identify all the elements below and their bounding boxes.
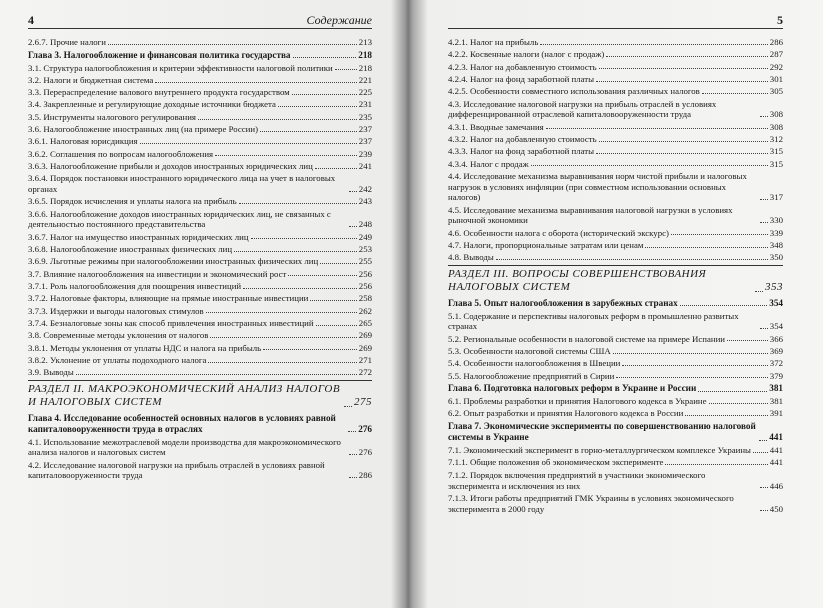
toc-entry	[448, 86, 783, 97]
toc-entry-page: 237	[358, 124, 372, 135]
toc-entry-page: 353	[765, 281, 783, 294]
toc-entry-title: 3.6.9. Льготные режимы при налогообложении иностранных физических лиц	[28, 256, 319, 267]
toc-entry-page: 276	[358, 423, 372, 434]
toc-entry	[28, 306, 372, 317]
dot-leader	[198, 119, 357, 120]
dot-leader	[316, 325, 357, 326]
toc-entry-title: 3.8.2. Уклонение от уплаты подоходного налога	[28, 354, 207, 365]
toc-entry-title: 3.1. Структура налогообложения и критерии эффективности налоговой политики	[28, 62, 333, 73]
toc-entry-title: 4.2.3. Налог на добавленную стоимость	[448, 61, 597, 72]
dot-leader	[260, 131, 357, 132]
toc-entry-page: 256	[358, 280, 372, 291]
toc-entry-page: 381	[769, 383, 783, 394]
toc-entry	[448, 311, 783, 332]
toc-entry	[28, 87, 372, 98]
dot-leader	[760, 328, 768, 329]
toc-entry-page: 366	[769, 333, 783, 344]
toc-entry	[28, 355, 372, 366]
toc-entry-title: 3.7.1. Роль налогообложения для поощрения инвестиций	[28, 280, 242, 291]
toc-entry-page: 441	[769, 457, 783, 468]
toc-entry-title: 3.6.5. Порядок исчисления и уплаты налога на прибыль	[28, 196, 237, 207]
dot-leader	[599, 68, 768, 69]
right-page	[412, 0, 823, 608]
toc-entry-title: 3.4. Закрепленные и регулирующие доходные источники бюджета	[28, 99, 276, 110]
toc-entry-title: Глава 3. Налогообложение и финансовая политика государства	[28, 49, 291, 60]
dot-leader	[320, 263, 357, 264]
toc-entry	[448, 371, 783, 382]
toc-entry-title: 4.7. Налоги, пропорциональные затратам или ценам	[448, 239, 644, 250]
dot-leader	[540, 44, 767, 45]
toc-entry-page: 315	[769, 158, 783, 169]
toc-entry	[448, 346, 783, 357]
dot-leader	[155, 82, 357, 83]
dot-leader	[616, 377, 767, 378]
toc-entry-title: 5.3. Особенности налоговой системы США	[448, 345, 611, 356]
toc-entry-page: 272	[358, 367, 372, 378]
toc-entry	[448, 240, 783, 251]
toc-entry-page: 262	[358, 305, 372, 316]
toc-entry-title: 6.2. Опыт разработки и принятия Налогового кодекса в России	[448, 408, 684, 419]
toc-entry	[28, 63, 372, 74]
toc-entry-page: 292	[769, 61, 783, 72]
dot-leader	[210, 337, 356, 338]
toc-entry-page: 286	[769, 37, 783, 47]
toc-chapter	[28, 413, 372, 435]
toc-entry-title: 4.3.2. Налог на добавленную стоимость	[448, 133, 597, 144]
toc-entry-title: 4.2. Исследование налоговой нагрузки на прибыль отраслей в условиях равной капиталовооруженности труда	[28, 459, 325, 481]
dot-leader	[753, 452, 768, 453]
toc-entry-title: 3.6. Налогообложение иностранных лиц (на примере России)	[28, 124, 259, 135]
toc-entry-page: 237	[358, 136, 372, 147]
toc-entry-page: 369	[769, 345, 783, 356]
toc-entry	[28, 37, 372, 48]
toc-entry-page: 231	[358, 99, 372, 110]
toc-entry-page: 218	[358, 49, 372, 60]
toc-entry	[448, 334, 783, 345]
page-number: 5	[777, 13, 783, 27]
toc-entry-title: 4.2.5. Особенности совместного использования различных налогов	[448, 86, 700, 97]
dot-leader	[239, 203, 357, 204]
toc-entry-page: 441	[769, 445, 783, 456]
toc-entry-title: 4.6. Особенности налога с оборота (исторический экскурс)	[448, 227, 669, 238]
toc-entry	[448, 408, 783, 419]
toc-entry-title: 3.2. Налоги и бюджетная система	[28, 74, 154, 85]
toc-entry-title: 3.6.4. Порядок постановки иностранного юридического лица на учет в налоговых органах	[28, 173, 336, 195]
toc-entry	[28, 281, 372, 292]
dot-leader	[310, 300, 356, 301]
toc-entry	[448, 228, 783, 239]
toc-entry-title: РАЗДЕЛ III. ВОПРОСЫ СОВЕРШЕНСТВОВАНИЯ НАЛОГОВЫХ СИСТЕМ	[448, 267, 707, 294]
toc-entry	[28, 293, 372, 304]
toc-entry	[28, 124, 372, 135]
dot-leader	[755, 291, 763, 292]
toc-entry-title: 4.8. Выводы	[448, 252, 494, 263]
dot-leader	[596, 153, 768, 154]
dot-leader	[208, 362, 356, 363]
toc-entry	[28, 99, 372, 110]
dot-leader	[76, 374, 357, 375]
dot-leader	[622, 365, 767, 366]
toc-entry-page: 315	[769, 146, 783, 157]
toc-entry-title: 4.2.2. Косвенные налоги (налог с продаж)	[448, 49, 605, 60]
toc-chapter	[448, 298, 783, 309]
toc-entry	[28, 330, 372, 341]
toc-entry-title: 4.5. Исследование механизма выравнивания налоговой нагрузки в условиях рыночной экономики	[448, 204, 733, 226]
dot-leader	[349, 454, 357, 455]
toc-entry	[28, 367, 372, 378]
toc-entry-page: 308	[769, 109, 783, 120]
toc-entry-title: 5.2. Региональные особенности в налоговой системе на примере Испании	[448, 333, 726, 344]
dot-leader	[760, 116, 768, 117]
toc-entry-page: 287	[769, 49, 783, 60]
toc-entry	[448, 171, 783, 203]
toc-entry	[448, 37, 783, 48]
toc-entry-title: Глава 7. Экономические эксперименты по совершенствованию налоговой системы в Украине	[448, 421, 756, 443]
dot-leader	[680, 305, 768, 306]
toc-entry-page: 271	[358, 354, 372, 365]
dot-leader	[606, 56, 767, 57]
toc-entry-title: 3.5. Инструменты налогового регулирования	[28, 111, 196, 122]
toc-entry	[28, 269, 372, 280]
toc-entry-title: 3.9. Выводы	[28, 367, 74, 378]
toc-entry	[28, 460, 372, 481]
toc-entry-page: 450	[769, 503, 783, 514]
toc-entry-title: Глава 6. Подготовка налоговых реформ в Украине и России	[448, 383, 697, 394]
toc-entry-page: 269	[358, 330, 372, 341]
toc-entry-page: 221	[358, 74, 372, 85]
toc-entry	[28, 343, 372, 354]
toc-entry	[448, 122, 783, 133]
toc-entry	[448, 445, 783, 456]
toc-entry	[448, 134, 783, 145]
toc-entry-page: 301	[769, 73, 783, 84]
toc-entry	[448, 470, 783, 491]
toc-entry-page: 441	[769, 432, 783, 443]
toc-entry	[28, 232, 372, 243]
toc-entry-title: 3.6.1. Налоговая юрисдикция	[28, 136, 138, 147]
toc-entry-page: 350	[769, 252, 783, 263]
page-number: 4	[28, 13, 34, 27]
dot-leader	[702, 93, 768, 94]
toc-entry-title: 7.1.1. Общие положения об экономическом эксперименте	[448, 457, 664, 468]
dot-leader	[760, 487, 768, 488]
dot-leader	[206, 312, 357, 313]
toc-entry	[448, 99, 783, 120]
left-page-header	[28, 10, 372, 29]
toc-entry-page: 379	[769, 370, 783, 381]
toc-entry-page: 312	[769, 133, 783, 144]
toc-entry	[28, 149, 372, 160]
toc-entry-page: 339	[769, 227, 783, 238]
toc-entry-page: 446	[769, 480, 783, 491]
dot-leader	[234, 251, 357, 252]
toc-entry-page: 255	[358, 256, 372, 267]
toc-entry-page: 249	[358, 231, 372, 242]
toc-entry-page: 330	[769, 215, 783, 226]
toc-entry-page: 381	[769, 396, 783, 407]
dot-leader	[278, 106, 357, 107]
toc-entry-page: 317	[769, 192, 783, 203]
toc-entry-page: 348	[769, 239, 783, 250]
toc-entry	[448, 74, 783, 85]
left-page	[0, 0, 400, 608]
toc-entry-title: 4.3.1. Вводные замечания	[448, 121, 544, 132]
dot-leader	[698, 391, 767, 392]
toc-entry	[448, 49, 783, 60]
toc-entry-title: 4.2.1. Налог на прибыль	[448, 37, 539, 47]
dot-leader	[496, 259, 768, 260]
dot-leader	[349, 477, 357, 478]
dot-leader	[665, 464, 767, 465]
toc-entry	[28, 318, 372, 329]
dot-leader	[263, 349, 357, 350]
dot-leader	[349, 191, 357, 192]
dot-leader	[759, 440, 767, 441]
toc-entry-title: 4.2.4. Налог на фонд заработной платы	[448, 73, 595, 84]
toc-entry	[28, 136, 372, 147]
toc-entry	[448, 396, 783, 407]
toc-chapter	[448, 421, 783, 443]
toc-entry-page: 354	[769, 321, 783, 332]
dot-leader	[531, 165, 768, 166]
toc-entry	[448, 205, 783, 226]
dot-leader	[335, 69, 357, 70]
toc-entry-title: 7.1.2. Порядок включения предприятий в участники экономического эксперимента и исключения из них	[448, 469, 706, 491]
toc-entry-page: 248	[358, 219, 372, 230]
dot-leader	[685, 415, 767, 416]
toc-entry	[28, 256, 372, 267]
toc-list-left	[28, 37, 372, 481]
toc-entry	[28, 161, 372, 172]
dot-leader	[645, 247, 767, 248]
toc-entry-title: Глава 5. Опыт налогообложения в зарубежных странах	[448, 297, 678, 308]
toc-entry-title: 7.1. Экономический эксперимент в горно-металлургическом комплексе Украины	[448, 445, 751, 456]
dot-leader	[613, 353, 768, 354]
dot-leader	[243, 288, 357, 289]
toc-entry	[448, 159, 783, 170]
dot-leader	[349, 226, 357, 227]
toc-entry-page: 276	[358, 447, 372, 458]
toc-entry-title: 3.7.3. Издержки и выгоды налоговых стимулов	[28, 305, 204, 316]
dot-leader	[760, 510, 768, 511]
toc-entry	[448, 252, 783, 263]
toc-chapter	[448, 383, 783, 394]
toc-entry-page: 241	[358, 161, 372, 172]
toc-entry-page: 243	[358, 196, 372, 207]
toc-entry-page: 235	[358, 111, 372, 122]
toc-entry-page: 305	[769, 86, 783, 97]
running-header-title: Содержание	[306, 13, 372, 27]
toc-entry	[28, 437, 372, 458]
toc-entry-page: 308	[769, 121, 783, 132]
toc-entry-title: РАЗДЕЛ II. МАКРОЭКОНОМИЧЕСКИЙ АНАЛИЗ НАЛОГОВ И НАЛОГОВЫХ СИСТЕМ	[28, 382, 341, 409]
toc-entry-page: 242	[358, 184, 372, 195]
toc-entry-title: 7.1.3. Итоги работы предприятий ГМК Украины в условиях экономического эксперимента в 2000 году	[448, 492, 734, 514]
toc-list-right	[448, 37, 783, 514]
toc-entry-page: 258	[358, 293, 372, 304]
dot-leader	[108, 44, 357, 45]
toc-entry	[28, 75, 372, 86]
toc-entry-title: 3.7. Влияние налогообложения на инвестиции и экономический рост	[28, 268, 287, 279]
toc-entry-page: 286	[358, 470, 372, 481]
toc-entry-page: 239	[358, 148, 372, 159]
toc-entry	[28, 209, 372, 230]
toc-section	[28, 380, 372, 410]
dot-leader	[671, 234, 768, 235]
toc-entry	[448, 493, 783, 514]
dot-leader	[292, 94, 357, 95]
toc-chapter	[28, 50, 372, 61]
dot-leader	[288, 275, 356, 276]
dot-leader	[760, 199, 768, 200]
toc-entry	[28, 244, 372, 255]
toc-entry-title: 3.3. Перераспределение валового внутреннего продукта государством	[28, 87, 290, 98]
right-page-header	[448, 10, 783, 29]
toc-entry-page: 275	[354, 396, 372, 409]
toc-entry-title: 3.7.4. Безналоговые зоны как способ привлечения иностранных инвестиций	[28, 317, 314, 328]
dot-leader	[760, 222, 768, 223]
toc-entry-page: 372	[769, 358, 783, 369]
toc-entry-page: 269	[358, 342, 372, 353]
dot-leader	[344, 406, 352, 407]
toc-entry-page: 354	[769, 297, 783, 308]
dot-leader	[709, 403, 768, 404]
toc-entry-title: 5.5. Налогообложение предприятий в Сирии	[448, 370, 615, 381]
dot-leader	[546, 128, 768, 129]
dot-leader	[348, 431, 356, 432]
dot-leader	[596, 81, 768, 82]
toc-entry-title: 5.1. Содержание и перспективы налоговых реформ в промышленно развитых странах	[448, 310, 739, 332]
toc-entry	[448, 457, 783, 468]
toc-entry-page: 391	[769, 408, 783, 419]
toc-entry-title: 6.1. Проблемы разработки и принятия Налогового кодекса в Украине	[448, 396, 707, 407]
toc-entry-page: 225	[358, 87, 372, 98]
toc-entry-title: 2.6.7. Прочие налоги	[28, 37, 106, 47]
toc-entry-title: 3.6.8. Налогообложение иностранных физических лиц	[28, 244, 233, 255]
toc-entry-title: 4.4. Исследование механизма выравнивания норм чистой прибыли и налоговых нагрузок в условиях инфляции (при совместном использовании основных налогов)	[448, 170, 747, 203]
toc-entry-title: Глава 4. Исследование особенностей основных налогов в условиях равной капиталовооруженности труда в отраслях	[28, 412, 336, 434]
toc-entry	[28, 173, 372, 194]
dot-leader	[315, 168, 357, 169]
toc-entry	[28, 196, 372, 207]
toc-entry-page: 213	[358, 37, 372, 47]
toc-entry-page: 218	[358, 62, 372, 73]
toc-entry-title: 3.8.1. Методы уклонения от уплаты НДС и налога на прибыль	[28, 342, 262, 353]
toc-entry	[448, 146, 783, 157]
toc-entry-title: 4.1. Использование межотраслевой модели производства для макроэкономического анализа налогов и налоговых систем	[28, 436, 341, 458]
dot-leader	[215, 155, 357, 156]
toc-entry-title: 4.3.4. Налог с продаж	[448, 158, 529, 169]
dot-leader	[251, 238, 357, 239]
toc-entry-title: 5.4. Особенности налогообложения в Швеции	[448, 358, 621, 369]
toc-section	[448, 265, 783, 295]
dot-leader	[599, 141, 768, 142]
dot-leader	[727, 340, 768, 341]
dot-leader	[140, 143, 357, 144]
toc-entry-title: 3.6.6. Налогообложение доходов иностранных юридических лиц, не связанных с деятельностью постоянного представительства	[28, 208, 331, 230]
toc-entry-title: 4.3.3. Налог на фонд заработной платы	[448, 146, 595, 157]
toc-entry-title: 3.6.3. Налогообложение прибыли и доходов иностранных юридических лиц	[28, 161, 313, 172]
toc-entry-title: 3.7.2. Налоговые факторы, влияющие на прямые иностранные инвестиции	[28, 293, 309, 304]
toc-entry	[448, 358, 783, 369]
toc-entry-title: 3.8. Современные методы уклонения от налогов	[28, 330, 209, 341]
toc-entry-page: 253	[358, 244, 372, 255]
toc-entry-title: 3.6.7. Налог на имущество иностранных юридических лиц	[28, 231, 249, 242]
toc-entry	[28, 112, 372, 123]
toc-entry-page: 265	[358, 317, 372, 328]
toc-entry	[448, 62, 783, 73]
toc-entry-title: 4.3. Исследование налоговой нагрузки на прибыль отраслей в условиях дифференцированной отраслевой капиталовооруженности труда	[448, 98, 717, 120]
dot-leader	[293, 57, 357, 58]
toc-entry-page: 256	[358, 268, 372, 279]
toc-entry-title: 3.6.2. Соглашения по вопросам налогообложения	[28, 148, 214, 159]
